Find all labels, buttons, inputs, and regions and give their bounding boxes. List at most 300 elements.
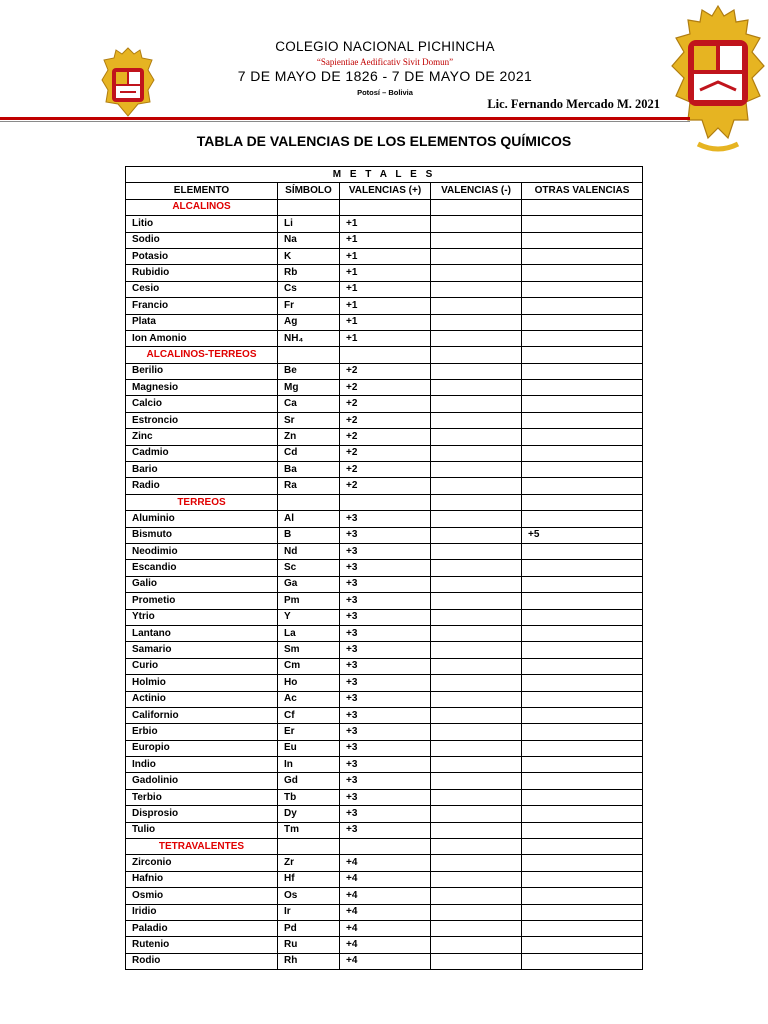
- element-symbol: Y: [278, 609, 340, 625]
- element-name: Holmio: [126, 675, 278, 691]
- other-valences: [522, 691, 643, 707]
- valence-positive: +1: [340, 298, 431, 314]
- valence-positive: +2: [340, 429, 431, 445]
- group-row: [126, 199, 643, 215]
- other-valences: [522, 363, 643, 379]
- other-valences: [522, 216, 643, 232]
- empty-cell: [431, 347, 522, 363]
- valence-positive: +3: [340, 576, 431, 592]
- valence-negative: [431, 330, 522, 346]
- element-name: Terbio: [126, 789, 278, 805]
- empty-cell: [340, 494, 431, 510]
- element-name: Radio: [126, 478, 278, 494]
- table-row: [126, 757, 643, 773]
- valence-negative: [431, 920, 522, 936]
- element-name: Cesio: [126, 281, 278, 297]
- valence-negative: [431, 675, 522, 691]
- element-name: Galio: [126, 576, 278, 592]
- table-row: [126, 806, 643, 822]
- valence-negative: [431, 363, 522, 379]
- element-name: Bario: [126, 462, 278, 478]
- valence-negative: [431, 445, 522, 461]
- element-name: Actinio: [126, 691, 278, 707]
- table-body: [126, 199, 643, 969]
- valence-positive: +3: [340, 724, 431, 740]
- element-symbol: Li: [278, 216, 340, 232]
- valence-negative: [431, 937, 522, 953]
- element-symbol: Ca: [278, 396, 340, 412]
- element-symbol: Rh: [278, 953, 340, 969]
- element-name: Zinc: [126, 429, 278, 445]
- element-symbol: Ir: [278, 904, 340, 920]
- valence-negative: [431, 658, 522, 674]
- valence-negative: [431, 396, 522, 412]
- column-header-symbol: SÍMBOLO: [278, 183, 340, 199]
- group-row: [126, 839, 643, 855]
- valence-negative: [431, 642, 522, 658]
- valence-positive: +3: [340, 691, 431, 707]
- group-label: ALCALINOS-TERREOS: [126, 347, 278, 363]
- other-valences: [522, 757, 643, 773]
- empty-cell: [278, 347, 340, 363]
- valence-negative: [431, 527, 522, 543]
- other-valences: [522, 248, 643, 264]
- empty-cell: [340, 347, 431, 363]
- element-symbol: Na: [278, 232, 340, 248]
- other-valences: [522, 888, 643, 904]
- element-symbol: Ru: [278, 937, 340, 953]
- element-symbol: Cs: [278, 281, 340, 297]
- element-name: Plata: [126, 314, 278, 330]
- other-valences: [522, 806, 643, 822]
- empty-cell: [522, 494, 643, 510]
- element-name: Bismuto: [126, 527, 278, 543]
- table-row: [126, 740, 643, 756]
- valence-positive: +1: [340, 330, 431, 346]
- table-row: [126, 412, 643, 428]
- valence-positive: +4: [340, 855, 431, 871]
- other-valences: [522, 822, 643, 838]
- column-header-valence-negative: VALENCIAS (-): [431, 183, 522, 199]
- other-valences: [522, 789, 643, 805]
- element-symbol: Ac: [278, 691, 340, 707]
- other-valences: [522, 675, 643, 691]
- valence-positive: +1: [340, 281, 431, 297]
- other-valences: [522, 953, 643, 969]
- element-symbol: Cm: [278, 658, 340, 674]
- table-row: [126, 773, 643, 789]
- valence-positive: +1: [340, 232, 431, 248]
- element-symbol: Rb: [278, 265, 340, 281]
- table-row: [126, 330, 643, 346]
- element-name: Rubidio: [126, 265, 278, 281]
- valence-positive: +3: [340, 527, 431, 543]
- table-row: [126, 429, 643, 445]
- table-row: [126, 920, 643, 936]
- section-title: M E T A L E S: [126, 167, 643, 183]
- table-row: [126, 478, 643, 494]
- school-shield-icon: [100, 46, 156, 118]
- empty-cell: [431, 199, 522, 215]
- valence-negative: [431, 232, 522, 248]
- element-name: Zirconio: [126, 855, 278, 871]
- other-valences: [522, 380, 643, 396]
- valence-positive: +1: [340, 314, 431, 330]
- valence-negative: [431, 576, 522, 592]
- valence-negative: [431, 904, 522, 920]
- table-row: [126, 625, 643, 641]
- other-valences: [522, 920, 643, 936]
- element-name: Prometio: [126, 593, 278, 609]
- table-row: [126, 642, 643, 658]
- table-row: [126, 937, 643, 953]
- element-symbol: Ga: [278, 576, 340, 592]
- element-name: Gadolinio: [126, 773, 278, 789]
- anniversary-dates: 7 DE MAYO DE 1826 - 7 DE MAYO DE 2021: [237, 68, 533, 84]
- header-divider-gray: [0, 121, 690, 122]
- valence-table: [125, 166, 643, 970]
- other-valences: [522, 429, 643, 445]
- valence-positive: +2: [340, 478, 431, 494]
- empty-cell: [278, 494, 340, 510]
- valence-positive: +3: [340, 593, 431, 609]
- column-header-valence-positive: VALENCIAS (+): [340, 183, 431, 199]
- other-valences: [522, 281, 643, 297]
- element-symbol: Pd: [278, 920, 340, 936]
- empty-cell: [340, 199, 431, 215]
- table-row: [126, 511, 643, 527]
- table-row: [126, 265, 643, 281]
- table-row: [126, 707, 643, 723]
- valence-positive: +4: [340, 920, 431, 936]
- valence-negative: [431, 740, 522, 756]
- element-symbol: K: [278, 248, 340, 264]
- element-symbol: NH₄: [278, 330, 340, 346]
- element-name: Ion Amonio: [126, 330, 278, 346]
- other-valences: [522, 609, 643, 625]
- element-symbol: Gd: [278, 773, 340, 789]
- school-crest-icon: [668, 4, 768, 160]
- table-row: [126, 363, 643, 379]
- valence-negative: [431, 691, 522, 707]
- table-row: [126, 822, 643, 838]
- school-name: COLEGIO NACIONAL PICHINCHA: [275, 39, 495, 54]
- element-symbol: Ho: [278, 675, 340, 691]
- valence-positive: +1: [340, 216, 431, 232]
- valence-positive: +1: [340, 248, 431, 264]
- element-symbol: Al: [278, 511, 340, 527]
- element-symbol: Tm: [278, 822, 340, 838]
- other-valences: [522, 904, 643, 920]
- table-row: [126, 248, 643, 264]
- valence-negative: [431, 625, 522, 641]
- valence-negative: [431, 462, 522, 478]
- valence-negative: [431, 789, 522, 805]
- valence-positive: +3: [340, 740, 431, 756]
- element-symbol: Sm: [278, 642, 340, 658]
- column-header-other-valences: OTRAS VALENCIAS: [522, 183, 643, 199]
- valence-negative: [431, 855, 522, 871]
- element-name: Sodio: [126, 232, 278, 248]
- other-valences: [522, 593, 643, 609]
- element-name: Disprosio: [126, 806, 278, 822]
- valence-positive: +2: [340, 412, 431, 428]
- document-title: TABLA DE VALENCIAS DE LOS ELEMENTOS QUÍMICOS: [196, 133, 572, 149]
- column-header-row: [126, 183, 643, 199]
- element-symbol: Ra: [278, 478, 340, 494]
- valence-positive: +4: [340, 871, 431, 887]
- valence-positive: +2: [340, 462, 431, 478]
- other-valences: [522, 511, 643, 527]
- other-valences: [522, 396, 643, 412]
- element-name: Calcio: [126, 396, 278, 412]
- header-divider-red: [0, 117, 690, 120]
- other-valences: [522, 724, 643, 740]
- section-header-row: [126, 167, 643, 183]
- other-valences: [522, 560, 643, 576]
- element-symbol: Nd: [278, 543, 340, 559]
- other-valences: [522, 462, 643, 478]
- element-name: Tulio: [126, 822, 278, 838]
- valence-positive: +4: [340, 904, 431, 920]
- empty-cell: [522, 839, 643, 855]
- other-valences: [522, 773, 643, 789]
- valence-positive: +3: [340, 560, 431, 576]
- valence-positive: +2: [340, 396, 431, 412]
- element-name: Californio: [126, 707, 278, 723]
- city-location: Potosí – Bolivia: [357, 88, 413, 97]
- column-header-element: ELEMENTO: [126, 183, 278, 199]
- valence-negative: [431, 478, 522, 494]
- valence-negative: [431, 871, 522, 887]
- valence-negative: [431, 953, 522, 969]
- element-symbol: Pm: [278, 593, 340, 609]
- valence-negative: [431, 609, 522, 625]
- valence-positive: +4: [340, 953, 431, 969]
- valence-negative: [431, 314, 522, 330]
- valence-negative: [431, 511, 522, 527]
- element-name: Cadmio: [126, 445, 278, 461]
- table-row: [126, 298, 643, 314]
- valence-negative: [431, 757, 522, 773]
- valence-positive: +3: [340, 543, 431, 559]
- element-name: Ytrio: [126, 609, 278, 625]
- element-name: Paladio: [126, 920, 278, 936]
- table-row: [126, 281, 643, 297]
- element-name: Iridio: [126, 904, 278, 920]
- valence-positive: +2: [340, 445, 431, 461]
- other-valences: [522, 330, 643, 346]
- element-symbol: Er: [278, 724, 340, 740]
- valence-positive: +3: [340, 511, 431, 527]
- other-valences: [522, 445, 643, 461]
- valence-positive: +3: [340, 642, 431, 658]
- valence-negative: [431, 707, 522, 723]
- element-symbol: Tb: [278, 789, 340, 805]
- empty-cell: [522, 347, 643, 363]
- valence-negative: [431, 543, 522, 559]
- other-valences: [522, 658, 643, 674]
- other-valences: [522, 642, 643, 658]
- valence-positive: +4: [340, 937, 431, 953]
- element-name: Litio: [126, 216, 278, 232]
- element-name: Erbio: [126, 724, 278, 740]
- table-row: [126, 396, 643, 412]
- group-label: ALCALINOS: [126, 199, 278, 215]
- element-name: Francio: [126, 298, 278, 314]
- other-valences: [522, 740, 643, 756]
- author-signature: Lic. Fernando Mercado M. 2021: [487, 97, 660, 111]
- element-name: Aluminio: [126, 511, 278, 527]
- element-name: Estroncio: [126, 412, 278, 428]
- valence-negative: [431, 888, 522, 904]
- valence-negative: [431, 265, 522, 281]
- table-row: [126, 888, 643, 904]
- element-symbol: Hf: [278, 871, 340, 887]
- element-name: Samario: [126, 642, 278, 658]
- valence-positive: +3: [340, 609, 431, 625]
- empty-cell: [431, 494, 522, 510]
- other-valences: [522, 937, 643, 953]
- element-symbol: Sc: [278, 560, 340, 576]
- table-row: [126, 675, 643, 691]
- valence-positive: +3: [340, 757, 431, 773]
- element-symbol: Mg: [278, 380, 340, 396]
- table-row: [126, 855, 643, 871]
- table-row: [126, 789, 643, 805]
- valence-negative: [431, 773, 522, 789]
- other-valences: [522, 232, 643, 248]
- valence-negative: [431, 380, 522, 396]
- other-valences: [522, 412, 643, 428]
- group-label: TERREOS: [126, 494, 278, 510]
- empty-cell: [278, 199, 340, 215]
- valence-negative: [431, 560, 522, 576]
- table-row: [126, 724, 643, 740]
- element-symbol: Zn: [278, 429, 340, 445]
- valence-positive: +2: [340, 380, 431, 396]
- element-symbol: Ag: [278, 314, 340, 330]
- other-valences: [522, 314, 643, 330]
- table-row: [126, 904, 643, 920]
- valence-positive: +3: [340, 806, 431, 822]
- other-valences: [522, 871, 643, 887]
- valence-negative: [431, 412, 522, 428]
- other-valences: [522, 576, 643, 592]
- valence-positive: +3: [340, 789, 431, 805]
- group-row: [126, 494, 643, 510]
- element-name: Rutenio: [126, 937, 278, 953]
- table-row: [126, 593, 643, 609]
- element-symbol: Cf: [278, 707, 340, 723]
- table-row: [126, 445, 643, 461]
- valence-negative: [431, 593, 522, 609]
- element-symbol: Zr: [278, 855, 340, 871]
- empty-cell: [522, 199, 643, 215]
- valence-positive: +1: [340, 265, 431, 281]
- valence-negative: [431, 248, 522, 264]
- element-name: Indio: [126, 757, 278, 773]
- element-symbol: Sr: [278, 412, 340, 428]
- element-symbol: Eu: [278, 740, 340, 756]
- table-row: [126, 543, 643, 559]
- valence-negative: [431, 298, 522, 314]
- valence-negative: [431, 806, 522, 822]
- valence-positive: +3: [340, 658, 431, 674]
- valence-positive: +3: [340, 625, 431, 641]
- element-symbol: Fr: [278, 298, 340, 314]
- table-row: [126, 314, 643, 330]
- valence-positive: +3: [340, 773, 431, 789]
- element-name: Lantano: [126, 625, 278, 641]
- other-valences: [522, 478, 643, 494]
- valence-negative: [431, 429, 522, 445]
- empty-cell: [340, 839, 431, 855]
- element-symbol: Os: [278, 888, 340, 904]
- element-name: Potasio: [126, 248, 278, 264]
- table-row: [126, 658, 643, 674]
- valence-positive: +3: [340, 822, 431, 838]
- valence-positive: +3: [340, 707, 431, 723]
- other-valences: [522, 707, 643, 723]
- element-name: Escandio: [126, 560, 278, 576]
- table-row: [126, 609, 643, 625]
- table-row: [126, 576, 643, 592]
- other-valences: [522, 855, 643, 871]
- element-name: Neodimio: [126, 543, 278, 559]
- valence-negative: [431, 822, 522, 838]
- element-name: Hafnio: [126, 871, 278, 887]
- element-symbol: Be: [278, 363, 340, 379]
- group-row: [126, 347, 643, 363]
- table-row: [126, 527, 643, 543]
- valence-positive: +4: [340, 888, 431, 904]
- table-row: [126, 560, 643, 576]
- other-valences: [522, 298, 643, 314]
- element-name: Osmio: [126, 888, 278, 904]
- valence-positive: +3: [340, 675, 431, 691]
- valence-positive: +2: [340, 363, 431, 379]
- element-symbol: Cd: [278, 445, 340, 461]
- valence-negative: [431, 281, 522, 297]
- empty-cell: [431, 839, 522, 855]
- table-row: [126, 232, 643, 248]
- element-symbol: Ba: [278, 462, 340, 478]
- table-row: [126, 216, 643, 232]
- table-row: [126, 953, 643, 969]
- table-row: [126, 380, 643, 396]
- table-row: [126, 871, 643, 887]
- element-symbol: B: [278, 527, 340, 543]
- other-valences: [522, 265, 643, 281]
- element-name: Curio: [126, 658, 278, 674]
- other-valences: +5: [522, 527, 643, 543]
- element-name: Berilio: [126, 363, 278, 379]
- table-row: [126, 462, 643, 478]
- other-valences: [522, 625, 643, 641]
- group-label: TETRAVALENTES: [126, 839, 278, 855]
- other-valences: [522, 543, 643, 559]
- element-symbol: In: [278, 757, 340, 773]
- empty-cell: [278, 839, 340, 855]
- element-name: Rodio: [126, 953, 278, 969]
- element-name: Europio: [126, 740, 278, 756]
- element-name: Magnesio: [126, 380, 278, 396]
- table-row: [126, 691, 643, 707]
- element-symbol: Dy: [278, 806, 340, 822]
- valence-negative: [431, 724, 522, 740]
- valence-negative: [431, 216, 522, 232]
